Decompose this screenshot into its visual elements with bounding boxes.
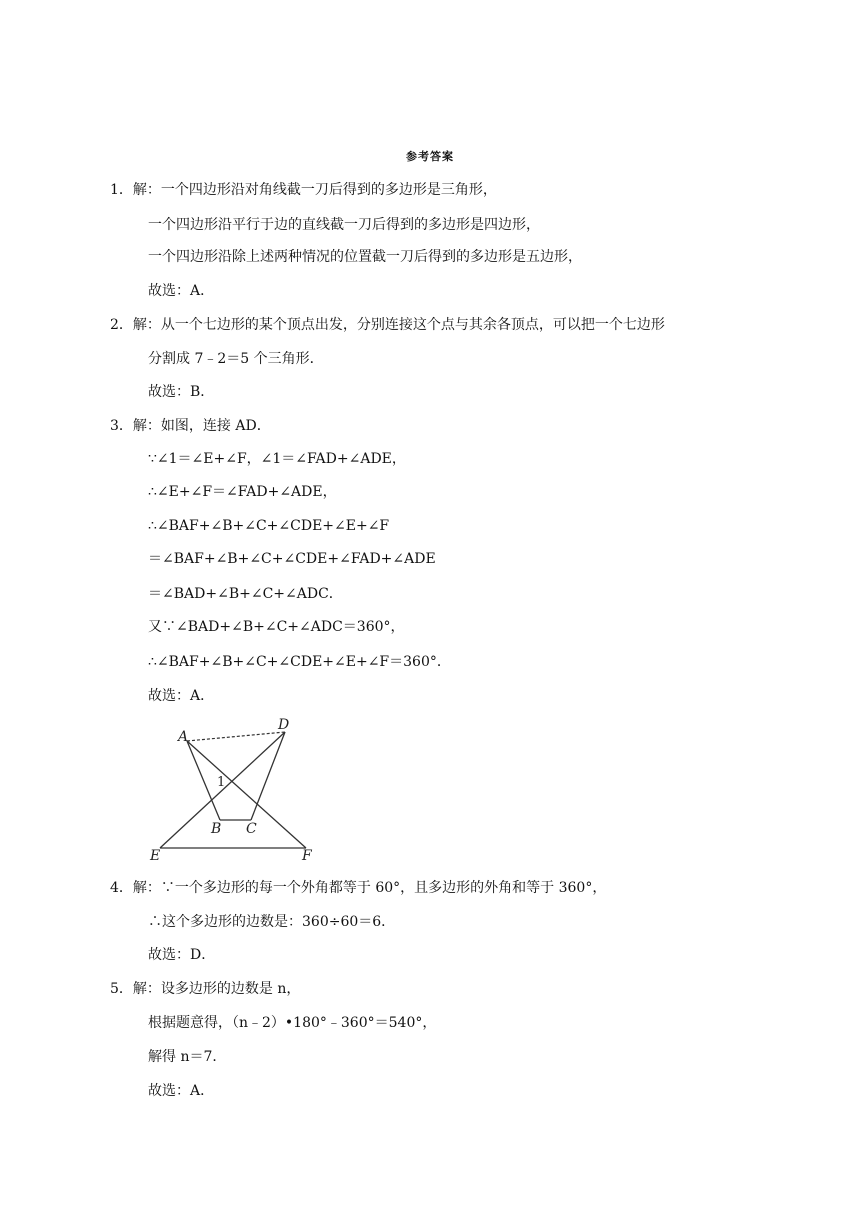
line-13: ＝∠BAD+∠B+∠C+∠ADC． bbox=[148, 586, 343, 602]
line-6: 分割成 7﹣2＝5 个三角形． bbox=[148, 351, 324, 367]
line-22: 解得 n＝7． bbox=[148, 1049, 227, 1065]
line-17: 4．解：∵一个多边形的每一个外角都等于 60°，且多边形的外角和等于 360°， bbox=[110, 880, 607, 896]
line-3: 一个四边形沿除上述两种情况的位置截一刀后得到的多边形是五边形， bbox=[148, 249, 582, 265]
answer-title: 参考答案 bbox=[406, 150, 454, 163]
line-11: ∴∠BAF+∠B+∠C+∠CDE+∠E+∠F bbox=[148, 518, 390, 534]
line-20: 5．解：设多边形的边数是 n， bbox=[110, 981, 301, 997]
segment-de bbox=[160, 732, 285, 848]
line-4: 故选：A． bbox=[148, 283, 215, 299]
line-9: ∵∠1＝∠E+∠F，∠1＝∠FAD+∠ADE， bbox=[148, 451, 406, 467]
label-b: B bbox=[211, 821, 222, 837]
line-18: ∴这个多边形的边数是：360÷60＝6． bbox=[148, 914, 396, 930]
line-7: 故选：B． bbox=[148, 384, 215, 400]
line-12: ＝∠BAF+∠B+∠C+∠CDE+∠FAD+∠ADE bbox=[148, 551, 436, 567]
line-10: ∴∠E+∠F＝∠FAD+∠ADE， bbox=[148, 484, 337, 500]
line-2: 一个四边形沿平行于边的直线截一刀后得到的多边形是四边形， bbox=[148, 217, 540, 233]
line-8: 3．解：如图，连接 AD． bbox=[110, 418, 271, 434]
label-a: A bbox=[178, 729, 189, 745]
segment-cd bbox=[251, 732, 285, 820]
line-1: 1．解：一个四边形沿对角线截一刀后得到的多边形是三角形， bbox=[110, 182, 497, 198]
line-5: 2．解：从一个七边形的某个顶点出发，分别连接这个点与其余各顶点，可以把一个七边形 bbox=[110, 317, 665, 333]
line-15: ∴∠BAF+∠B+∠C+∠CDE+∠E+∠F＝360°． bbox=[148, 654, 451, 670]
line-23: 故选：A． bbox=[148, 1083, 215, 1099]
segment-ad-dashed bbox=[187, 732, 285, 741]
line-16: 故选：A． bbox=[148, 688, 215, 704]
line-14: 又∵∠BAD+∠B+∠C+∠ADC＝360°， bbox=[148, 619, 405, 635]
label-f: F bbox=[302, 848, 312, 864]
label-one: 1 bbox=[217, 775, 226, 790]
label-c: C bbox=[246, 821, 257, 837]
label-d: D bbox=[278, 717, 290, 733]
geometry-figure bbox=[140, 712, 330, 864]
line-19: 故选：D． bbox=[148, 947, 216, 963]
label-e: E bbox=[150, 848, 161, 864]
line-21: 根据题意得，（n﹣2）•180°﹣360°＝540°， bbox=[148, 1015, 437, 1031]
